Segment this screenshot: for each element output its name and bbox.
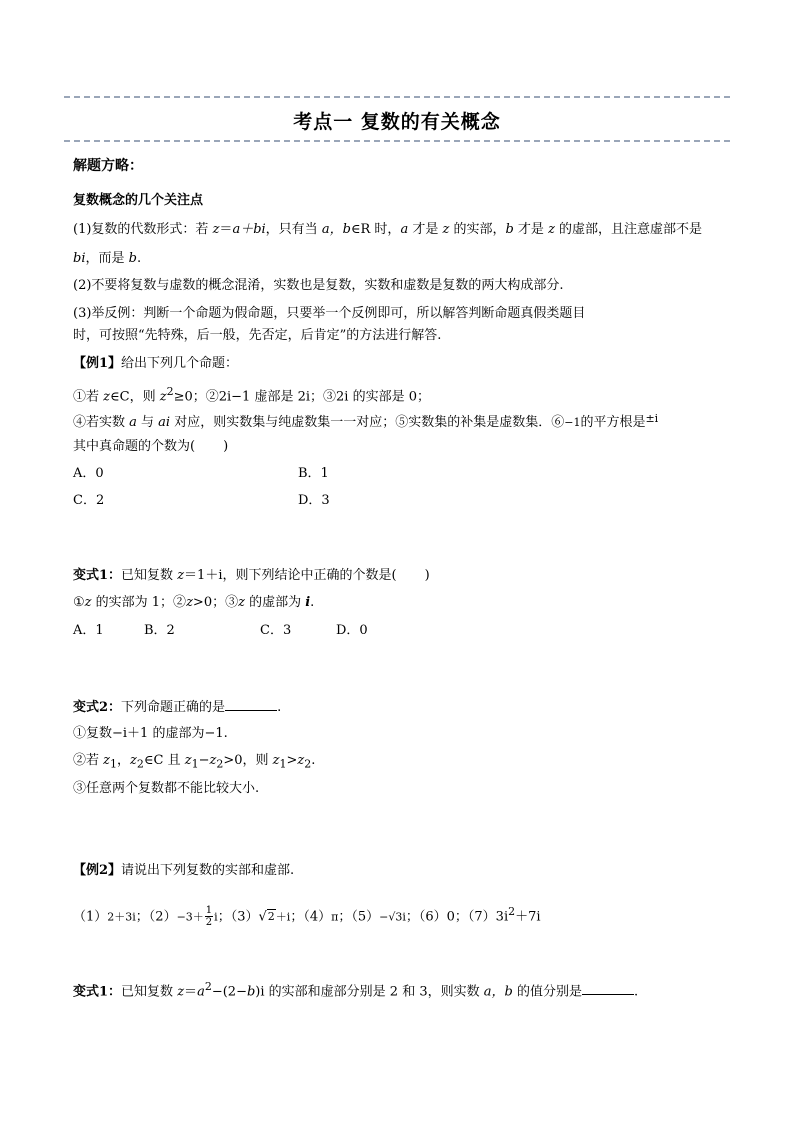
example-1-line-1: ①若 z∈C，则 $z^2\ge 0$；②2i−1 虚部是 2i；③2i 的实部是 0； (73, 385, 430, 405)
fraction-one-half: $\frac{1}{2}$ (205, 905, 213, 929)
point-1-line-1: (1)复数的代数形式：若 z＝a＋bi，只有当 a，b∈R 时，a 才是 z 的实部，b 才是 z 的虚部，且注意虚部不是 (73, 222, 703, 237)
variant-1-option-c: C．3 (260, 623, 292, 638)
example-1-question: 其中真命题的个数为( ) (73, 439, 229, 454)
variant-2-question: 变式2：下列命题正确的是 . (73, 697, 281, 717)
example-2-heading: 【例2】请说出下列复数的实部和虚部. (73, 863, 295, 878)
point-1-line-2: bi，而是 b. (73, 251, 142, 266)
example-1-line-2: ④若实数 a 与 ai 对应，则实数集与纯虚数集一一对应；⑤实数集的补集是虚数集．⑥−1的平方根是$^{\pm i}$ (73, 412, 659, 430)
point-3-line-2: 时，可按照“先特殊，后一般，先否定，后肯定”的方法进行解答. (73, 328, 442, 343)
variant-2-statement-2: ②若 $z_1$，$z_2\in C$ 且 $z_1-z_2>0$，则 $z_1>z_2$. (73, 753, 316, 771)
example-2-items: （1）2＋3i；（2）−3＋ $\frac{1}{2}$ i；（3）√2＋i；（4）π；（5）−√3i；（6）0；$(7)3i^2+7i$ (73, 905, 541, 929)
concept-heading: 复数概念的几个关注点 (73, 193, 204, 208)
bottom-dashed-rule (64, 140, 730, 142)
variant-1-option-a: A．1 (73, 623, 104, 638)
variant-2-statement-3: ③任意两个复数都不能比较大小. (73, 781, 260, 796)
variant-1-option-b: B．2 (144, 623, 175, 638)
section-title: 考点一 复数的有关概念 (293, 111, 501, 133)
example-1-heading: 【例1】给出下列几个命题： (73, 356, 239, 371)
variant-1-option-d: D．0 (336, 623, 368, 638)
variant-1-question: 变式1：已知复数 z＝1＋i，则下列结论中正确的个数是( ) (73, 568, 430, 583)
example-1-option-d: D．3 (298, 493, 330, 508)
point-2: (2)不要将复数与虚数的概念混淆，实数也是复数，实数和虚数是复数的两大构成部分. (73, 278, 564, 293)
variant-2-statement-1: ①复数−i＋1 的虚部为−1. (73, 726, 228, 741)
method-heading: 解题方略： (73, 158, 143, 174)
answer-blank[interactable] (582, 981, 634, 995)
point-3-line-1: (3)举反例：判断一个命题为假命题，只要举一个反例即可，所以解答判断命题真假类题目 (73, 306, 586, 321)
example-1-option-b: B．1 (298, 466, 329, 481)
variant-1-statements: ①z 的实部为 1；②z>0；③z 的虚部为 i. (73, 595, 315, 610)
example-1-option-a: A．0 (73, 466, 104, 481)
variant-3-question: 变式1：已知复数 $z=a^2-(2-b)i$ 的实部和虚部分别是 2 和 3，则实数 a，b 的值分别是 . (73, 980, 639, 1000)
answer-blank[interactable] (225, 697, 277, 711)
top-dashed-rule (64, 96, 730, 98)
example-1-option-c: C．2 (73, 493, 105, 508)
